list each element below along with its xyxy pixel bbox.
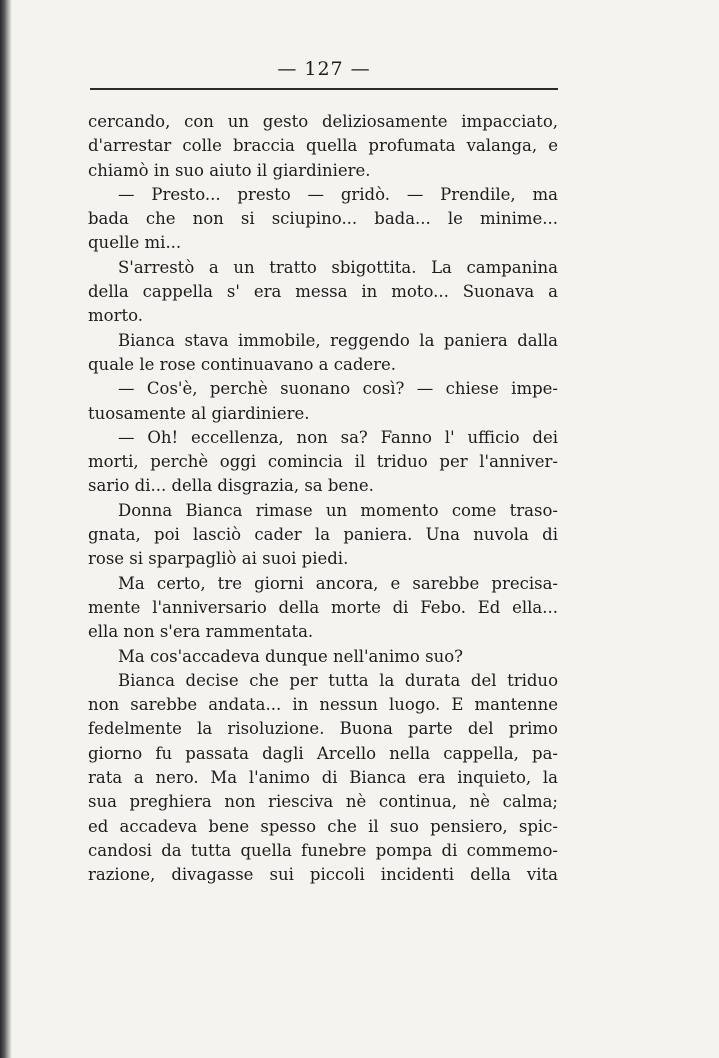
text-line: d'arrestar colle braccia quella profumata valanga, e bbox=[88, 136, 558, 156]
text-line: non sarebbe andata... in nessun luogo. E mantenne bbox=[88, 695, 558, 715]
text-line: Bianca stava immobile, reggendo la paniera dalla bbox=[118, 330, 558, 350]
text-line: ella non s'era rammentata. bbox=[88, 622, 314, 642]
text-line: rata a nero. Ma l'animo di Bianca era inquieto, la bbox=[88, 768, 558, 788]
text-line: mente l'anniversario della morte di Febo. Ed ella... bbox=[88, 597, 558, 617]
text-line: — Presto... presto — gridò. — Prendile, ma bbox=[118, 184, 558, 204]
text-line: Bianca decise che per tutta la durata del triduo bbox=[118, 670, 558, 690]
text-line: morti, perchè oggi comincia il triduo per l'anniver- bbox=[88, 452, 558, 472]
page-number: — 127 — bbox=[277, 58, 371, 80]
text-line: quelle mi... bbox=[88, 233, 182, 253]
text-line: rose si sparpagliò ai suoi piedi. bbox=[88, 549, 349, 569]
text-line: morto. bbox=[88, 306, 143, 326]
text-line: — Oh! eccellenza, non sa? Fanno l' ufficio dei bbox=[118, 427, 558, 447]
text-line: ed accadeva bene spesso che il suo pensiero, spic- bbox=[88, 816, 558, 836]
text-line: bada che non si sciupino... bada... le minime... bbox=[88, 209, 558, 229]
text-line: S'arrestò a un tratto sbigottita. La campanina bbox=[118, 257, 558, 277]
text-line: cercando, con un gesto deliziosamente impacciato, bbox=[88, 112, 558, 131]
text-line: candosi da tutta quella funebre pompa di commemo- bbox=[88, 840, 558, 860]
body-text bbox=[88, 110, 558, 888]
text-line: chiamò in suo aiuto il giardiniere. bbox=[88, 160, 371, 180]
text-line: giorno fu passata dagli Arcello nella cappella, pa- bbox=[88, 743, 558, 763]
header-rule bbox=[90, 88, 558, 90]
text-line: sua preghiera non riesciva nè continua, nè calma; bbox=[88, 792, 558, 812]
text-line: Donna Bianca rimase un momento come traso- bbox=[118, 500, 558, 520]
text-line: sario di... della disgrazia, sa bene. bbox=[88, 476, 374, 496]
text-line: tuosamente al giardiniere. bbox=[88, 403, 310, 423]
text-line: della cappella s' era messa in moto... Suonava a bbox=[88, 282, 558, 302]
text-line: gnata, poi lasciò cader la paniera. Una nuvola di bbox=[88, 525, 558, 545]
text-line: Ma cos'accadeva dunque nell'animo suo? bbox=[118, 646, 463, 666]
text-line: Ma certo, tre giorni ancora, e sarebbe precisa- bbox=[118, 573, 558, 593]
text-line: razione, divagasse sui piccoli incidenti della vita bbox=[88, 865, 558, 885]
text-line: quale le rose continuavano a cadere. bbox=[88, 354, 397, 374]
text-line: — Cos'è, perchè suonano così? — chiese impe- bbox=[118, 379, 558, 399]
page-binding-edge bbox=[0, 0, 12, 1058]
text-line: fedelmente la risoluzione. Buona parte del primo bbox=[88, 719, 558, 739]
